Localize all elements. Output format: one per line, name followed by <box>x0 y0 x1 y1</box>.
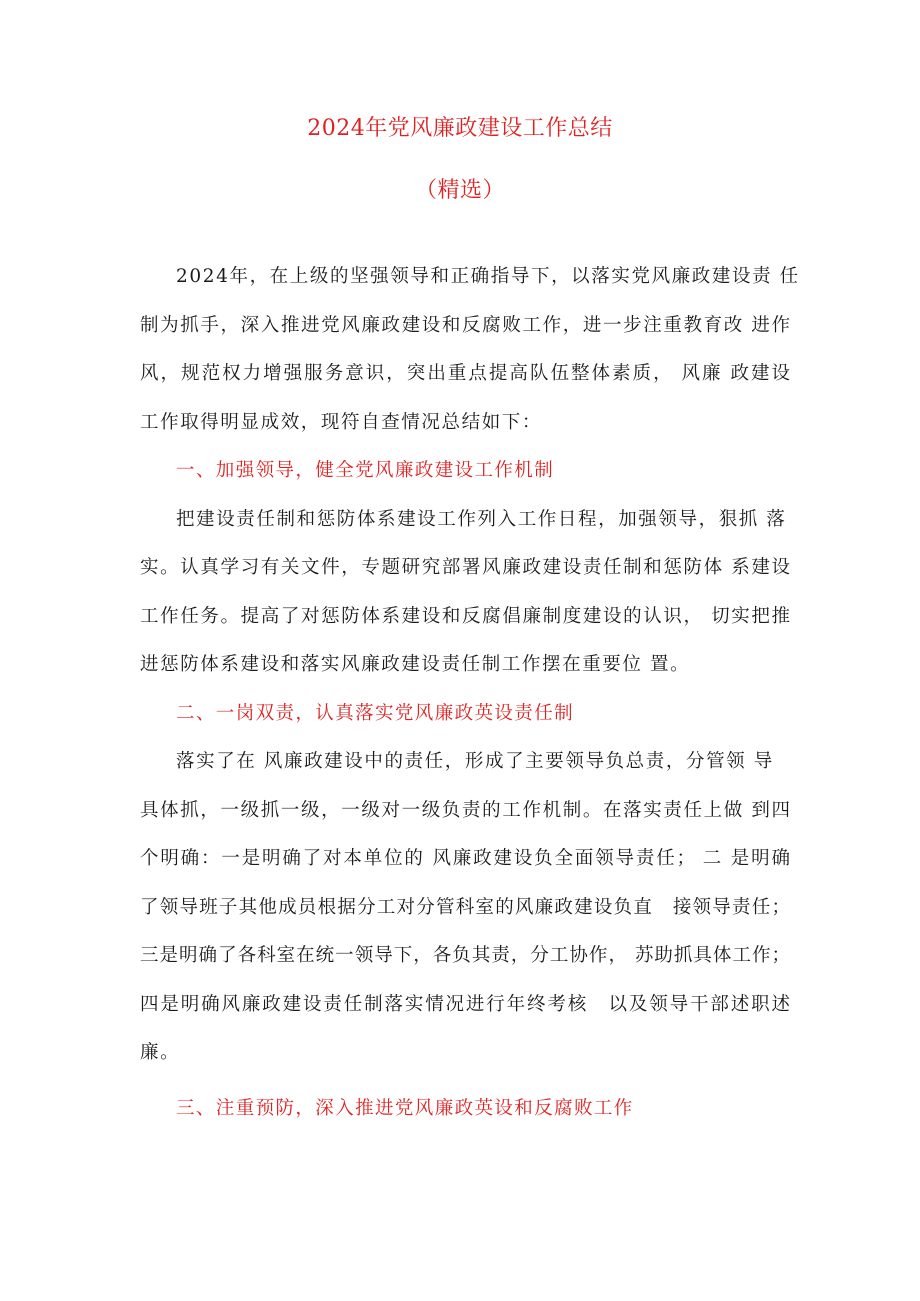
paragraph1-line: 工作取得明显成效，现符自查情况总结如下： <box>140 412 543 433</box>
paragraph1-line: 制为抓手，深入推进党风廉政建设和反腐败工作，进一步注重教育改 进作 <box>140 315 790 336</box>
paragraph2-line: 把建设责任制和惩防体系建设工作列入工作日程，加强领导，狠抓 落 <box>176 509 787 530</box>
section-heading-3: 三、注重预防，深入推进党风廉政英设和反腐败工作 <box>176 1098 634 1119</box>
document-subtitle: （精选） <box>414 178 505 203</box>
paragraph2-line: 进惩防体系建设和落实风廉政建设责任制工作摆在重要位 置。 <box>140 654 691 675</box>
paragraph3-line: 三是明确了各科室在统一领导下，各负其责，分工协作， 苏助抓具体工作； <box>140 945 790 966</box>
document-title: 2024年党风廉政建设工作总结 <box>307 116 613 141</box>
paragraph2-line: 工作任务。提高了对惩防体系建设和反腐倡廉制度建设的认识， 切实把推 <box>140 606 790 627</box>
paragraph3-line: 廉。 <box>140 1042 181 1063</box>
paragraph3-line: 具体抓，一级抓一级，一级对一级负责的工作机制。在落实责任上做 到四 <box>140 800 790 821</box>
paragraph3-line: 了领导班子其他成员根据分工对分管科室的风廉政建设负直 接领导责任； <box>140 897 790 918</box>
section-heading-2: 二、一岗双责，认真落实党风廉政英设责任制 <box>176 703 575 724</box>
paragraph1-line: 风，规范权力增强服务意识，突出重点提高队伍整体素质， 风廉 政建设 <box>140 363 790 384</box>
section-heading-1: 一、加强领导，健全党风廉政建设工作机制 <box>176 460 555 481</box>
paragraph3-line: 四是明确风廉政建设责任制落实情况进行年终考核 以及领导干部述职述 <box>140 994 790 1015</box>
paragraph3-line: 个明确：一是明确了对本单位的 风廉政建设负全面领导责任； 二 是明确 <box>140 848 790 869</box>
paragraph2-line: 实。认真学习有关文件，专题研究部署风廉政建设责任制和惩防体 系建设 <box>140 557 790 578</box>
paragraph1-line: 2024年，在上级的坚强领导和正确指导下，以落实党风廉政建设责 任 <box>176 266 800 287</box>
paragraph3-line: 落实了在 风廉政建设中的责任，形成了主要领导负总责，分管领 导 <box>176 751 774 772</box>
